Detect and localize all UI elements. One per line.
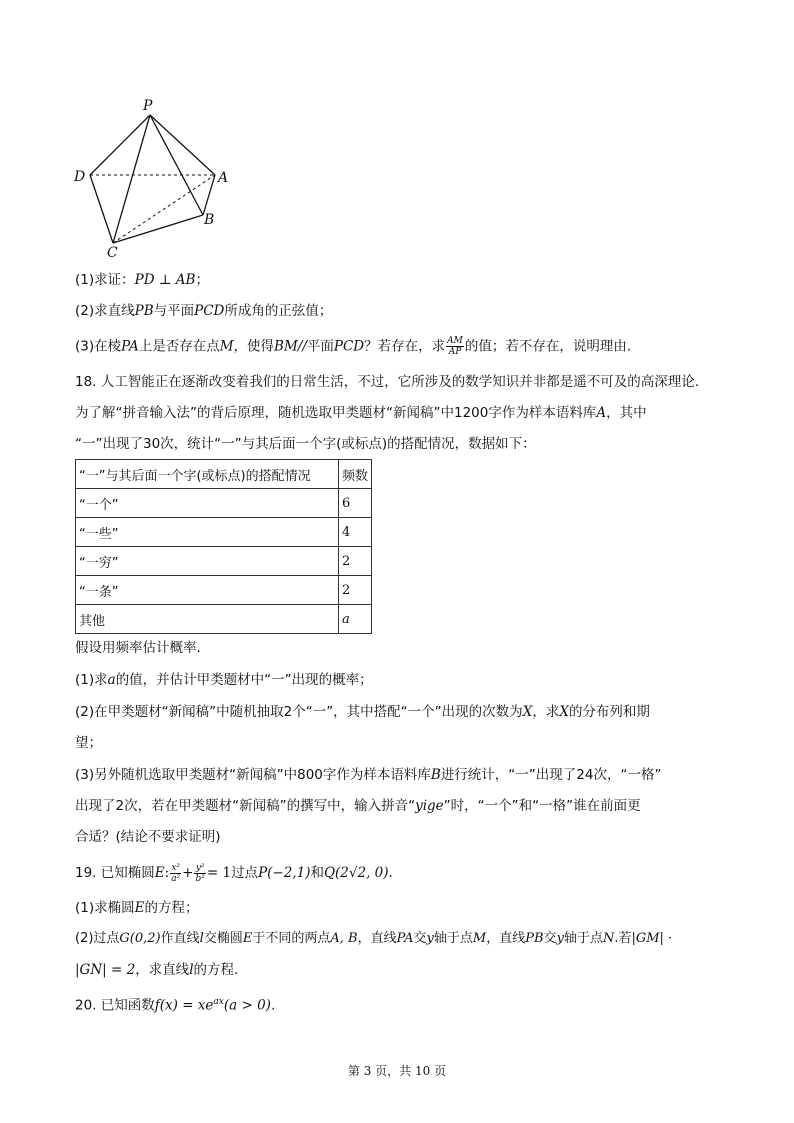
q19-p1-b: 的方程；	[144, 900, 199, 916]
q19-p2-m5: PA	[396, 931, 414, 946]
pyramid-figure	[60, 95, 260, 270]
q17-p3-b: 上是否存在点	[138, 338, 220, 355]
q19-plus: +	[182, 865, 194, 881]
q19-eq: = 1	[206, 865, 232, 881]
q19-p2-m10: N	[602, 931, 615, 946]
q19-p2-m8: PB	[525, 931, 544, 946]
q18-stem-line1: 18. 人工智能正在逐渐改变着我们的日常生活，不过，它所涉及的数学知识并非都是遥不可及的高深理论.	[75, 374, 700, 390]
table-row	[76, 547, 372, 576]
q18-p3l2-b: ”时，“一个”和“一格”谁在前面更	[443, 798, 641, 814]
q18-assumption: 假设用频率估计概率.	[75, 640, 201, 656]
q18-part3-line2	[75, 796, 641, 816]
q17-p2-b: 与平面	[153, 303, 195, 319]
table-row	[76, 605, 372, 634]
q19-p2-d: 于不同的两点	[252, 931, 331, 946]
table-header-cell: 频数	[339, 460, 372, 489]
q18-p2-m1: X	[522, 704, 533, 720]
q19-p2-a: (2)过点	[75, 931, 120, 946]
q18-part2-line1	[75, 702, 650, 722]
frequency-table	[75, 459, 372, 634]
q18-l2-b: ，其中	[606, 405, 647, 421]
q17-p1-suffix: ；	[195, 272, 209, 288]
q20-m: f(x) = xe	[154, 997, 214, 1014]
q17-p1-math: PD ⊥ AB	[134, 272, 196, 288]
table-cell: a	[339, 605, 372, 634]
table-cell: 6	[339, 489, 372, 518]
frac-denominator: a²	[171, 873, 181, 884]
q19-p2l2-m2: l	[189, 962, 194, 978]
q19-p2-m7: M	[472, 931, 487, 946]
q18-p2-a: (2)在甲类题材“新闻稿”中随机抽取2个“一”，其中搭配“一个”出现的次数为	[75, 704, 523, 720]
edge-PB	[150, 115, 203, 215]
q19-p2-g: 轴于点	[433, 931, 473, 946]
table-row	[76, 518, 372, 547]
table-cell: 2	[339, 547, 372, 576]
q19-p1-a: (1)求椭圆	[75, 900, 135, 916]
q19-a: 19. 已知椭圆	[75, 865, 155, 881]
q18-stem-line2	[75, 403, 647, 423]
q17-part2	[75, 301, 332, 321]
q18-p1-a: (1)求	[75, 672, 108, 688]
q17-part1	[75, 270, 209, 290]
q18-p3-a: (3)另外随机选取甲类题材“新闻稿”中800字作为样本语料库	[75, 767, 431, 783]
q17-p2-m2: PCD	[194, 303, 225, 319]
q19-p2-k: .若	[614, 931, 632, 946]
table-row	[76, 576, 372, 605]
q17-p3-m2: M	[219, 338, 234, 355]
q18-p3l2-m: yige	[415, 798, 444, 814]
q19-part2-line1	[75, 929, 672, 949]
q17-p2-a: (2)求直线	[75, 303, 135, 319]
q17-p3-m3: BM//	[274, 338, 307, 355]
edge-BA	[203, 175, 215, 215]
q19-p2-f: 交	[413, 931, 427, 946]
q19-d: .	[388, 865, 393, 881]
q19-part1	[75, 898, 198, 918]
fraction-y2-b2	[194, 863, 205, 884]
q18-part2-line2: 望；	[75, 735, 102, 751]
q19-stem	[75, 860, 393, 886]
q19-p2l2-a: ，求直线	[135, 962, 190, 978]
pyramid-diagram	[60, 95, 260, 270]
q19-c: 和	[310, 865, 324, 881]
q17-p3-f: 的值；若不存在，说明理由.	[464, 338, 632, 355]
q19-p2-h: ，直线	[486, 931, 526, 946]
frac-numerator: AM	[447, 336, 463, 346]
q17-p3-m1: PA	[121, 338, 139, 355]
q19-p2-m4: A, B	[330, 931, 358, 946]
q19-p2l2-b: 的方程.	[193, 962, 239, 978]
page-footer: 第 3 页，共 10 页	[347, 1064, 447, 1078]
frac-numerator: x²	[171, 862, 181, 873]
edge-DC	[90, 175, 113, 243]
q18-p2-b: ，求	[532, 704, 560, 720]
q19-p2l2-m1: |GN| = 2	[75, 962, 136, 978]
fraction-am-ap	[446, 336, 464, 357]
q18-p3l2-a: 出现了2次，若在甲类题材“新闻稿”的撰写中，输入拼音“	[75, 798, 416, 814]
q19-p2-m3: E	[242, 931, 253, 946]
q19-part2-line2	[75, 960, 238, 980]
q17-p1-text: (1)求证：	[75, 272, 135, 288]
fraction-x2-a2	[170, 863, 181, 884]
q19-m2: P(−2,1)	[258, 865, 311, 881]
q17-p3-c: ，使得	[233, 338, 275, 355]
q19-p2-m1: G(0,2)	[119, 931, 161, 946]
q17-p3-e: ？若存在，求	[364, 338, 446, 355]
q20-stem	[75, 992, 275, 1016]
label-B: B	[204, 212, 215, 228]
q19-colon: :	[164, 865, 170, 881]
label-C: C	[107, 245, 118, 261]
table-header-row	[76, 460, 372, 489]
q19-p2-m11: |GM| ·	[631, 931, 673, 946]
q19-p2-c: 交椭圆	[203, 931, 243, 946]
table-row	[76, 489, 372, 518]
q17-p3-a: (3)在棱	[75, 338, 122, 355]
q18-stem-line3: “一”出现了30次，统计“一”与其后面一个字(或标点)的搭配情况，数据如下：	[75, 436, 536, 452]
q19-p2-m9: y	[556, 931, 564, 946]
table-cell: 4	[339, 518, 372, 547]
table-header-cell: “一”与其后面一个字(或标点)的搭配情况	[76, 460, 339, 489]
q19-p2-m2: l	[199, 931, 204, 946]
q20-m2: (a > 0)	[223, 997, 271, 1014]
q18-l2-a: 为了解“拼音输入法”的背后原理，随机选取甲类题材“新闻稿”中1200字作为样本语料库	[75, 405, 597, 421]
frac-numerator: y²	[195, 862, 205, 873]
q19-p2-b: 作直线	[160, 931, 200, 946]
table-cell: “一穷”	[76, 547, 339, 576]
q18-p3-b: 进行统计，“一”出现了24次，“一格”	[440, 767, 662, 783]
frac-denominator: AP	[448, 347, 462, 357]
label-P: P	[143, 98, 153, 114]
q20-sup: ax	[213, 997, 224, 1007]
q18-p1-m: a	[107, 672, 116, 688]
table-cell: “一些”	[76, 518, 339, 547]
q17-p3-m4: PCD	[333, 338, 365, 355]
table-cell: “一个”	[76, 489, 339, 518]
edge-PA	[150, 115, 215, 175]
q17-p3-d: 平面	[306, 338, 334, 355]
q19-b: 过点	[231, 865, 259, 881]
q19-p2-i: 交	[543, 931, 557, 946]
q18-p2-c: 的分布列和期	[568, 704, 650, 720]
q18-p3-m: B	[430, 767, 441, 783]
label-D: D	[74, 169, 86, 185]
q20-b: .	[270, 997, 276, 1014]
q19-p1-m: E	[134, 900, 145, 916]
table-cell: 2	[339, 576, 372, 605]
table-cell: “一条”	[76, 576, 339, 605]
q17-p2-c: 所成角的正弦值；	[224, 303, 333, 319]
q19-p2-e: ，直线	[357, 931, 397, 946]
q19-p2-m6: y	[426, 931, 434, 946]
q18-l2-m: A	[596, 405, 607, 421]
q19-m3: Q(2√2, 0)	[323, 865, 389, 881]
q19-m1: E	[154, 865, 165, 881]
q18-p1-b: 的值，并估计甲类题材中“一”出现的概率；	[115, 672, 373, 688]
edge-CB	[113, 215, 203, 243]
q18-part3-line3: 合适？(结论不要求证明)	[75, 829, 221, 845]
label-A: A	[218, 170, 229, 186]
q18-part1	[75, 670, 373, 690]
frac-denominator: b²	[195, 873, 205, 884]
q17-p2-m1: PB	[134, 303, 154, 319]
q18-part3-line1	[75, 765, 661, 785]
q17-part3	[75, 336, 631, 357]
q18-p2-m2: X	[559, 704, 569, 720]
q20-a: 20. 已知函数	[75, 997, 155, 1014]
q19-p2-j: 轴于点	[563, 931, 603, 946]
table-cell: 其他	[76, 605, 339, 634]
